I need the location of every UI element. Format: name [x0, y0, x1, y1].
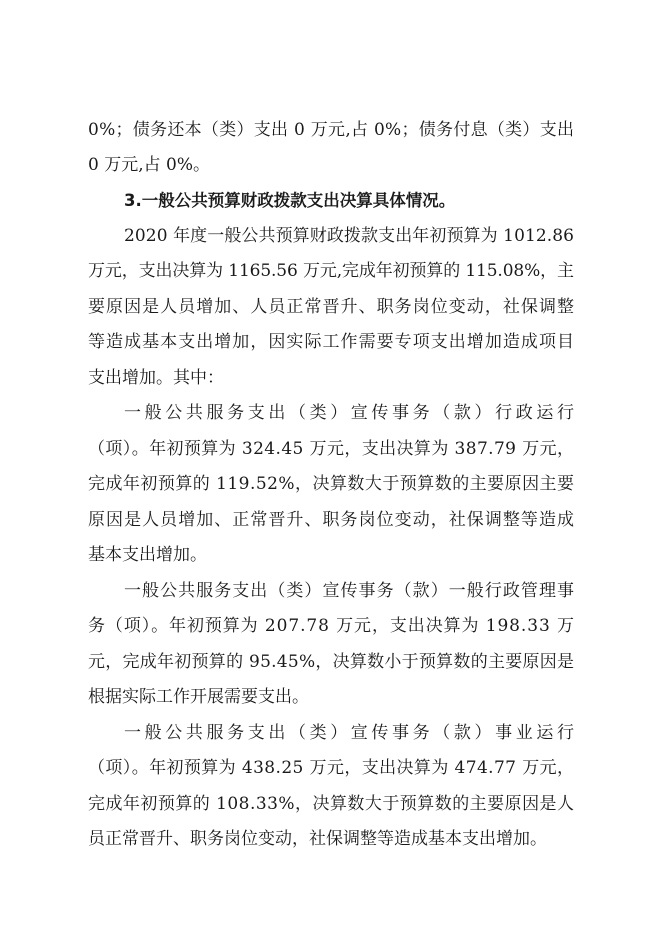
section-heading: 3.一般公共预算财政拨款支出决算具体情况。	[124, 191, 456, 210]
paragraph-line: 基本支出增加。	[88, 545, 207, 565]
paragraph-line: 员正常晋升、职务岗位变动，社保调整等造成基本支出增加。	[88, 829, 547, 849]
paragraph-line: 万元，支出决算为 1165.56 万元,完成年初预算的 115.08%，主	[88, 261, 574, 281]
paragraph-line: （项）。年初预算为 324.45 万元，支出决算为 387.79 万元，	[88, 439, 575, 459]
paragraph-line: 一般公共服务支出（类）宣传事务（款）行政运行	[124, 403, 578, 423]
paragraph-line: 0%；债务还本（类）支出 0 万元,占 0%；债务付息（类）支出	[88, 120, 575, 140]
paragraph-line: 2020 年度一般公共预算财政拨款支出年初预算为 1012.86	[124, 226, 575, 246]
paragraph-line: 一般公共服务支出（类）宣传事务（款）一般行政管理事	[124, 581, 576, 601]
paragraph-line: 元，完成年初预算的 95.45%，决算数小于预算数的主要原因是	[88, 652, 575, 672]
paragraph-line: （项）。年初预算为 438.25 万元，支出决算为 474.77 万元，	[88, 758, 575, 778]
paragraph-line: 一般公共服务支出（类）宣传事务（款）事业运行	[124, 723, 578, 743]
paragraph-line: 原因是人员增加、正常晋升、职务岗位变动，社保调整等造成	[88, 510, 576, 530]
paragraph-line: 0 万元,占 0%。	[88, 155, 210, 175]
paragraph-line: 支出增加。其中：	[88, 368, 224, 388]
paragraph-line: 务（项）。年初预算为 207.78 万元，支出决算为 198.33 万	[88, 616, 575, 636]
paragraph-line: 等造成基本支出增加，因实际工作需要专项支出增加造成项目	[88, 332, 576, 352]
paragraph-line: 完成年初预算的 119.52%，决算数大于预算数的主要原因主要	[88, 474, 575, 494]
paragraph-line: 根据实际工作开展需要支出。	[88, 687, 309, 707]
paragraph-line: 要原因是人员增加、人员正常晋升、职务岗位变动，社保调整	[88, 297, 576, 317]
paragraph-line: 完成年初预算的 108.33%，决算数大于预算数的主要原因是人	[88, 794, 575, 814]
